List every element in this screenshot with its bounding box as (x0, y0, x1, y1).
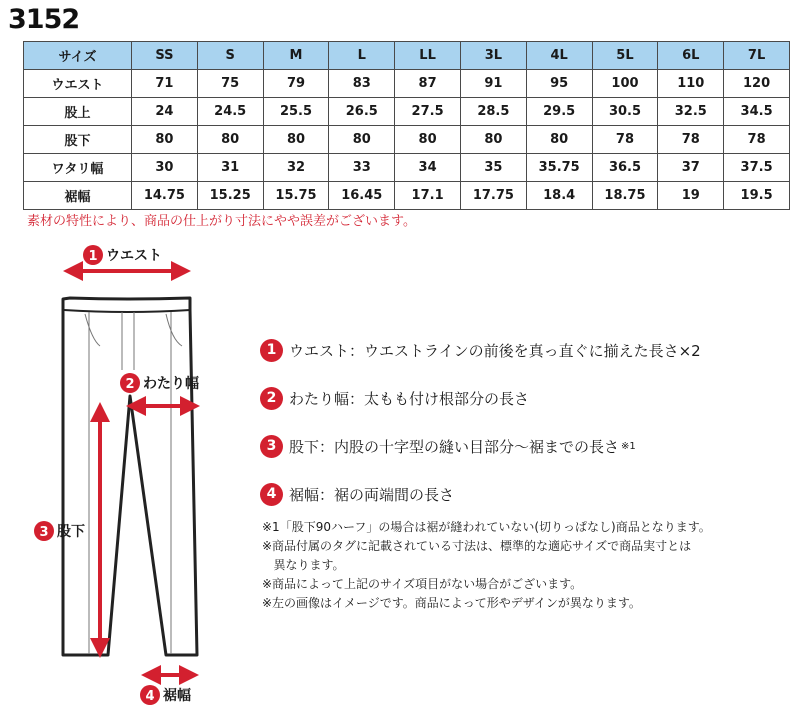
table-cell: 37.5 (724, 154, 790, 182)
header-cell: S (197, 42, 263, 70)
table-cell: 91 (460, 70, 526, 98)
svg-text:ウエスト: ウエスト (106, 248, 162, 264)
legend-desc: ：ウエストラインの前後を真っ直ぐに揃えた長さ×2 (349, 341, 701, 360)
header-cell: サイズ (24, 42, 132, 70)
table-cell: 34 (395, 154, 461, 182)
header-cell: LL (395, 42, 461, 70)
legend-desc: ：裾の両端間の長さ (319, 485, 455, 504)
header-cell: 6L (658, 42, 724, 70)
model-number: 3152 (8, 4, 80, 35)
table-cell: 28.5 (460, 98, 526, 126)
table-row (24, 182, 790, 210)
table-cell: 30.5 (592, 98, 658, 126)
table-cell: 18.4 (526, 182, 592, 210)
table-cell: 78 (724, 126, 790, 154)
table-cell: 75 (197, 70, 263, 98)
diagram-label-waist (83, 245, 162, 265)
table-cell: 120 (724, 70, 790, 98)
disclaimer-note: 素材の特性により、商品の仕上がり寸法にやや誤差がございます。 (27, 214, 416, 229)
row-label: 裾幅 (24, 182, 132, 210)
svg-text:4: 4 (145, 689, 155, 704)
table-cell: 78 (592, 126, 658, 154)
table-row (24, 154, 790, 182)
table-cell: 17.1 (395, 182, 461, 210)
table-cell: 15.75 (263, 182, 329, 210)
diagram-label-thigh (120, 373, 199, 393)
measurement-legend (260, 338, 701, 530)
header-cell: 7L (724, 42, 790, 70)
footnote: 異なります。 (262, 558, 345, 572)
table-row (24, 126, 790, 154)
header-cell: 3L (460, 42, 526, 70)
diagram-label-hem (140, 685, 191, 705)
legend-item-inseam (260, 434, 701, 458)
number-badge: 2 (260, 387, 283, 410)
footnotes (262, 518, 782, 613)
row-label: ワタリ幅 (24, 154, 132, 182)
header-cell: 5L (592, 42, 658, 70)
table-cell: 95 (526, 70, 592, 98)
table-cell: 32 (263, 154, 329, 182)
table-row (24, 70, 790, 98)
table-cell: 80 (263, 126, 329, 154)
table-cell: 34.5 (724, 98, 790, 126)
table-cell: 19.5 (724, 182, 790, 210)
legend-desc: ：内股の十字型の縫い目部分〜裾までの長さ (319, 437, 620, 456)
table-row (24, 98, 790, 126)
number-badge: 4 (260, 483, 283, 506)
legend-term: わたり幅 (289, 389, 350, 408)
size-table (23, 41, 790, 210)
table-cell: 24.5 (197, 98, 263, 126)
table-cell: 83 (329, 70, 395, 98)
table-cell: 15.25 (197, 182, 263, 210)
table-cell: 32.5 (658, 98, 724, 126)
legend-term: 裾幅 (289, 485, 320, 504)
footnote: ※商品によって上記のサイズ項目がない場合がございます。 (262, 577, 583, 591)
table-cell: 18.75 (592, 182, 658, 210)
header-cell: 4L (526, 42, 592, 70)
legend-term: 股下 (289, 437, 320, 456)
table-cell: 30 (132, 154, 198, 182)
size-table-header (24, 42, 790, 70)
table-cell: 19 (658, 182, 724, 210)
legend-footnote-ref: ※1 (621, 440, 636, 452)
table-cell: 36.5 (592, 154, 658, 182)
table-cell: 14.75 (132, 182, 198, 210)
svg-text:裾幅: 裾幅 (163, 688, 191, 704)
table-cell: 110 (658, 70, 724, 98)
legend-term: ウエスト (289, 341, 350, 360)
table-cell: 80 (197, 126, 263, 154)
table-cell: 80 (132, 126, 198, 154)
table-cell: 29.5 (526, 98, 592, 126)
header-cell: M (263, 42, 329, 70)
row-label: 股下 (24, 126, 132, 154)
table-cell: 31 (197, 154, 263, 182)
table-cell: 16.45 (329, 182, 395, 210)
legend-desc: ：太もも付け根部分の長さ (349, 389, 530, 408)
legend-item-waist (260, 338, 701, 362)
table-cell: 87 (395, 70, 461, 98)
pants-diagram (0, 230, 250, 726)
number-badge: 3 (260, 435, 283, 458)
row-label: 股上 (24, 98, 132, 126)
table-cell: 33 (329, 154, 395, 182)
table-cell: 26.5 (329, 98, 395, 126)
number-badge: 1 (260, 339, 283, 362)
table-cell: 100 (592, 70, 658, 98)
table-cell: 71 (132, 70, 198, 98)
table-cell: 78 (658, 126, 724, 154)
diagram-label-inseam (34, 521, 85, 541)
table-cell: 24 (132, 98, 198, 126)
header-cell: SS (132, 42, 198, 70)
legend-item-thigh (260, 386, 701, 410)
table-cell: 25.5 (263, 98, 329, 126)
table-cell: 37 (658, 154, 724, 182)
footnote: ※1「股下90ハーフ」の場合は裾が縫われていない(切りっぱなし)商品となります。 (262, 520, 711, 534)
svg-text:わたり幅: わたり幅 (143, 376, 199, 392)
table-cell: 79 (263, 70, 329, 98)
header-cell: L (329, 42, 395, 70)
table-cell: 35 (460, 154, 526, 182)
table-cell: 35.75 (526, 154, 592, 182)
table-cell: 80 (460, 126, 526, 154)
pants-outline (63, 298, 197, 655)
svg-text:1: 1 (88, 249, 98, 264)
table-cell: 80 (526, 126, 592, 154)
table-cell: 80 (329, 126, 395, 154)
table-cell: 17.75 (460, 182, 526, 210)
table-cell: 80 (395, 126, 461, 154)
svg-text:3: 3 (39, 525, 49, 540)
table-cell: 27.5 (395, 98, 461, 126)
footnote: ※商品付属のタグに記載されている寸法は、標準的な適応サイズで商品実寸とは (262, 539, 692, 553)
svg-text:股下: 股下 (57, 524, 85, 540)
legend-item-hem (260, 482, 701, 506)
row-label: ウエスト (24, 70, 132, 98)
svg-text:2: 2 (125, 377, 135, 392)
footnote: ※左の画像はイメージです。商品によって形やデザインが異なります。 (262, 596, 641, 610)
